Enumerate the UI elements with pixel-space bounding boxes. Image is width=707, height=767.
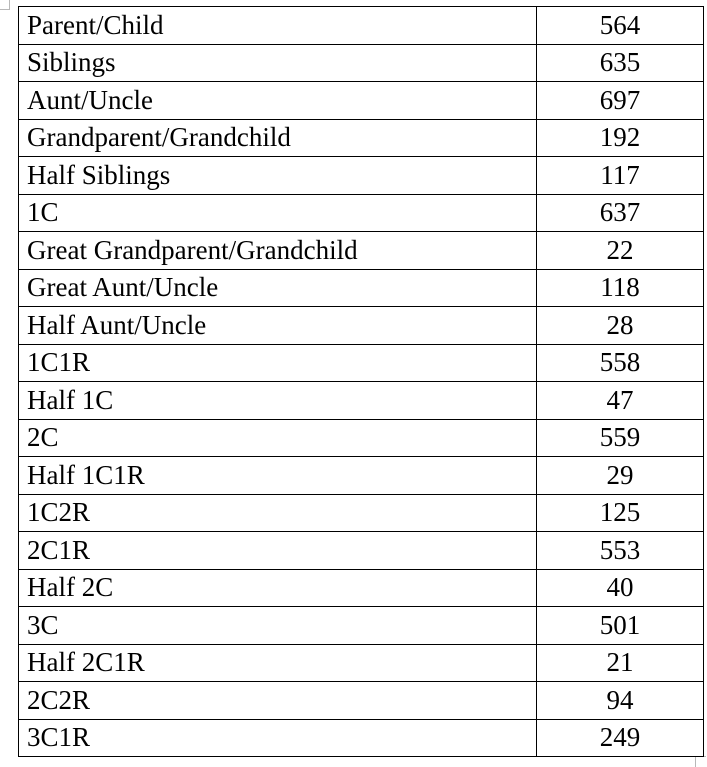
table-row — [19, 82, 704, 120]
table-row — [19, 532, 704, 570]
relationship-cell: Half 2C — [19, 569, 537, 607]
count-cell: 637 — [537, 194, 704, 232]
count-cell: 558 — [537, 344, 704, 382]
relationship-cell: Half 1C1R — [19, 457, 537, 495]
table-row — [19, 569, 704, 607]
table-row — [19, 44, 704, 82]
count-cell: 564 — [537, 7, 704, 45]
count-cell: 47 — [537, 382, 704, 420]
table-row — [19, 419, 704, 457]
top-left-crop-mark — [0, 0, 10, 10]
table-row — [19, 607, 704, 645]
table-row — [19, 719, 704, 757]
relationship-cell: 3C — [19, 607, 537, 645]
table-row — [19, 7, 704, 45]
table-row — [19, 119, 704, 157]
table-body — [19, 7, 704, 757]
count-cell: 125 — [537, 494, 704, 532]
table-row — [19, 457, 704, 495]
relationship-cell: Half 1C — [19, 382, 537, 420]
count-cell: 697 — [537, 82, 704, 120]
table-row — [19, 644, 704, 682]
table-row — [19, 682, 704, 720]
relationship-cell: 2C2R — [19, 682, 537, 720]
relationship-cell: Siblings — [19, 44, 537, 82]
relationship-cell: Great Grandparent/Grandchild — [19, 232, 537, 270]
relationship-cell: 2C — [19, 419, 537, 457]
count-cell: 501 — [537, 607, 704, 645]
count-cell: 553 — [537, 532, 704, 570]
relationship-cell: Grandparent/Grandchild — [19, 119, 537, 157]
count-cell: 40 — [537, 569, 704, 607]
count-cell: 559 — [537, 419, 704, 457]
relationship-cell: Half Aunt/Uncle — [19, 307, 537, 345]
table-row — [19, 232, 704, 270]
relationship-cell: 3C1R — [19, 719, 537, 757]
count-cell: 192 — [537, 119, 704, 157]
relationship-cell: 2C1R — [19, 532, 537, 570]
count-cell: 635 — [537, 44, 704, 82]
count-cell: 28 — [537, 307, 704, 345]
count-cell: 21 — [537, 644, 704, 682]
count-cell: 118 — [537, 269, 704, 307]
relationship-cell: 1C — [19, 194, 537, 232]
relationship-cell: 1C1R — [19, 344, 537, 382]
bottom-right-crop-mark — [695, 756, 706, 767]
relationship-cell: Great Aunt/Uncle — [19, 269, 537, 307]
relationship-cell: Half Siblings — [19, 157, 537, 195]
relationship-count-table — [18, 6, 704, 757]
table-row — [19, 382, 704, 420]
relationship-cell: Aunt/Uncle — [19, 82, 537, 120]
relationship-cell: Parent/Child — [19, 7, 537, 45]
count-cell: 22 — [537, 232, 704, 270]
table-row — [19, 157, 704, 195]
table-row — [19, 494, 704, 532]
count-cell: 29 — [537, 457, 704, 495]
relationship-cell: 1C2R — [19, 494, 537, 532]
table-row — [19, 344, 704, 382]
table-row — [19, 269, 704, 307]
relationship-cell: Half 2C1R — [19, 644, 537, 682]
count-cell: 249 — [537, 719, 704, 757]
count-cell: 94 — [537, 682, 704, 720]
count-cell: 117 — [537, 157, 704, 195]
table-row — [19, 194, 704, 232]
table-row — [19, 307, 704, 345]
